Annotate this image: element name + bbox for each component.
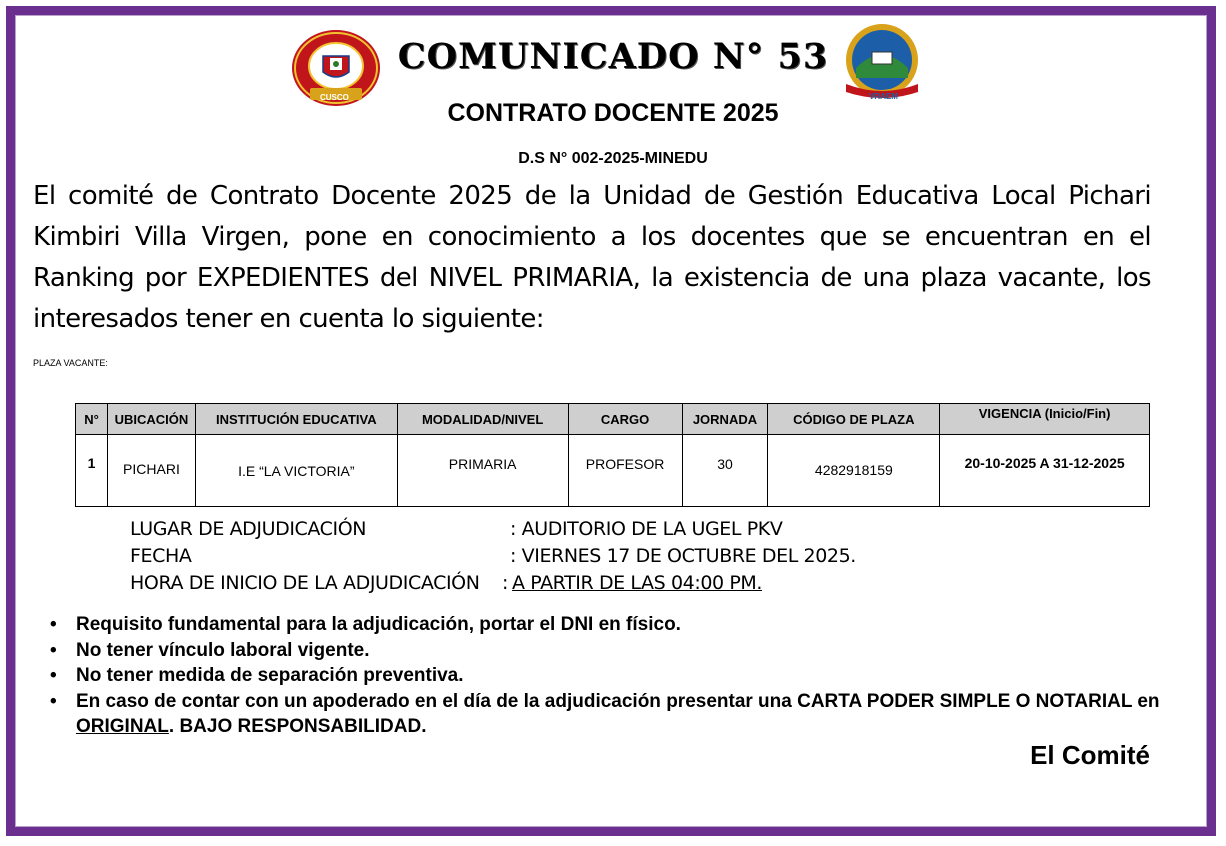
list-item: • En caso de contar con un apoderado en el día de la adjudicación presentar una CARTA PODER SIMPLE O NOTARIAL en ORIGINAL. BAJO RESPONSABILIDAD. bbox=[50, 690, 1160, 737]
header-cell: CÓDIGO DE PLAZA bbox=[768, 404, 940, 435]
decree-reference: D.S N° 002-2025-MINEDU bbox=[518, 150, 708, 167]
table-header-row bbox=[76, 404, 1150, 435]
fecha-value: : VIERNES 17 DE OCTUBRE DEL 2025. bbox=[510, 545, 856, 567]
vacancy-table bbox=[75, 403, 1150, 507]
signature: El Comité bbox=[1030, 740, 1150, 770]
header-cell: CARGO bbox=[568, 404, 682, 435]
ugel-logo-bottom-text: VRAEM bbox=[869, 92, 898, 101]
header-cell: MODALIDAD/NIVEL bbox=[397, 404, 568, 435]
requirements-list bbox=[50, 612, 1160, 740]
list-item: • No tener medida de separación preventiva. bbox=[50, 665, 464, 686]
page-subtitle: CONTRATO DOCENTE 2025 bbox=[447, 99, 779, 127]
list-item: • Requisito fundamental para la adjudicación, portar el DNI en físico. bbox=[50, 614, 681, 635]
header-cell: JORNADA bbox=[682, 404, 768, 435]
header-cell: UBICACIÓN bbox=[107, 404, 195, 435]
header-cell: INSTITUCIÓN EDUCATIVA bbox=[195, 404, 397, 435]
table-row bbox=[76, 435, 1150, 507]
hora-label: HORA DE INICIO DE LA ADJUDICACIÓN bbox=[130, 572, 480, 594]
table-cell: PRIMARIA bbox=[397, 435, 568, 507]
fecha-label: FECHA bbox=[130, 545, 192, 567]
announcement-paragraph: El comité de Contrato Docente 2025 de la Unidad de Gestión Educativa Local Pichari Kimbiri Villa Virgen, pone en conocimiento a los docentes que se encuentran en el Ranking por EXPEDIENTES del NIVEL PRIMARIA, la existencia de una plaza vacante, los interesados tener en cuenta lo siguiente: bbox=[33, 181, 1151, 334]
table-cell: 30 bbox=[682, 435, 768, 507]
list-item: • No tener vínculo laboral vigente. bbox=[50, 639, 370, 661]
hora-colon: : bbox=[502, 572, 509, 594]
table-cell: PROFESOR bbox=[568, 435, 682, 507]
header-cell: N° bbox=[76, 404, 108, 435]
plaza-label: PLAZA VACANTE: bbox=[33, 358, 108, 368]
gre-logo-bottom-text: CUSCO bbox=[320, 93, 349, 102]
original-underlined: ORIGINAL bbox=[76, 716, 169, 737]
lugar-value: : AUDITORIO DE LA UGEL PKV bbox=[510, 518, 783, 540]
table-cell: PICHARI bbox=[107, 435, 195, 507]
lugar-label: LUGAR DE ADJUDICACIÓN bbox=[130, 518, 367, 540]
table-cell: 1 bbox=[76, 435, 108, 507]
table-cell: 4282918159 bbox=[768, 435, 940, 507]
header-cell: VIGENCIA (Inicio/Fin) bbox=[940, 404, 1150, 435]
table-cell: I.E “LA VICTORIA” bbox=[195, 435, 397, 507]
table-cell: 20-10-2025 A 31-12-2025 bbox=[940, 435, 1150, 507]
hora-value: A PARTIR DE LAS 04:00 PM. bbox=[512, 572, 763, 594]
page-title: COMUNICADO N° 53 bbox=[397, 36, 829, 77]
